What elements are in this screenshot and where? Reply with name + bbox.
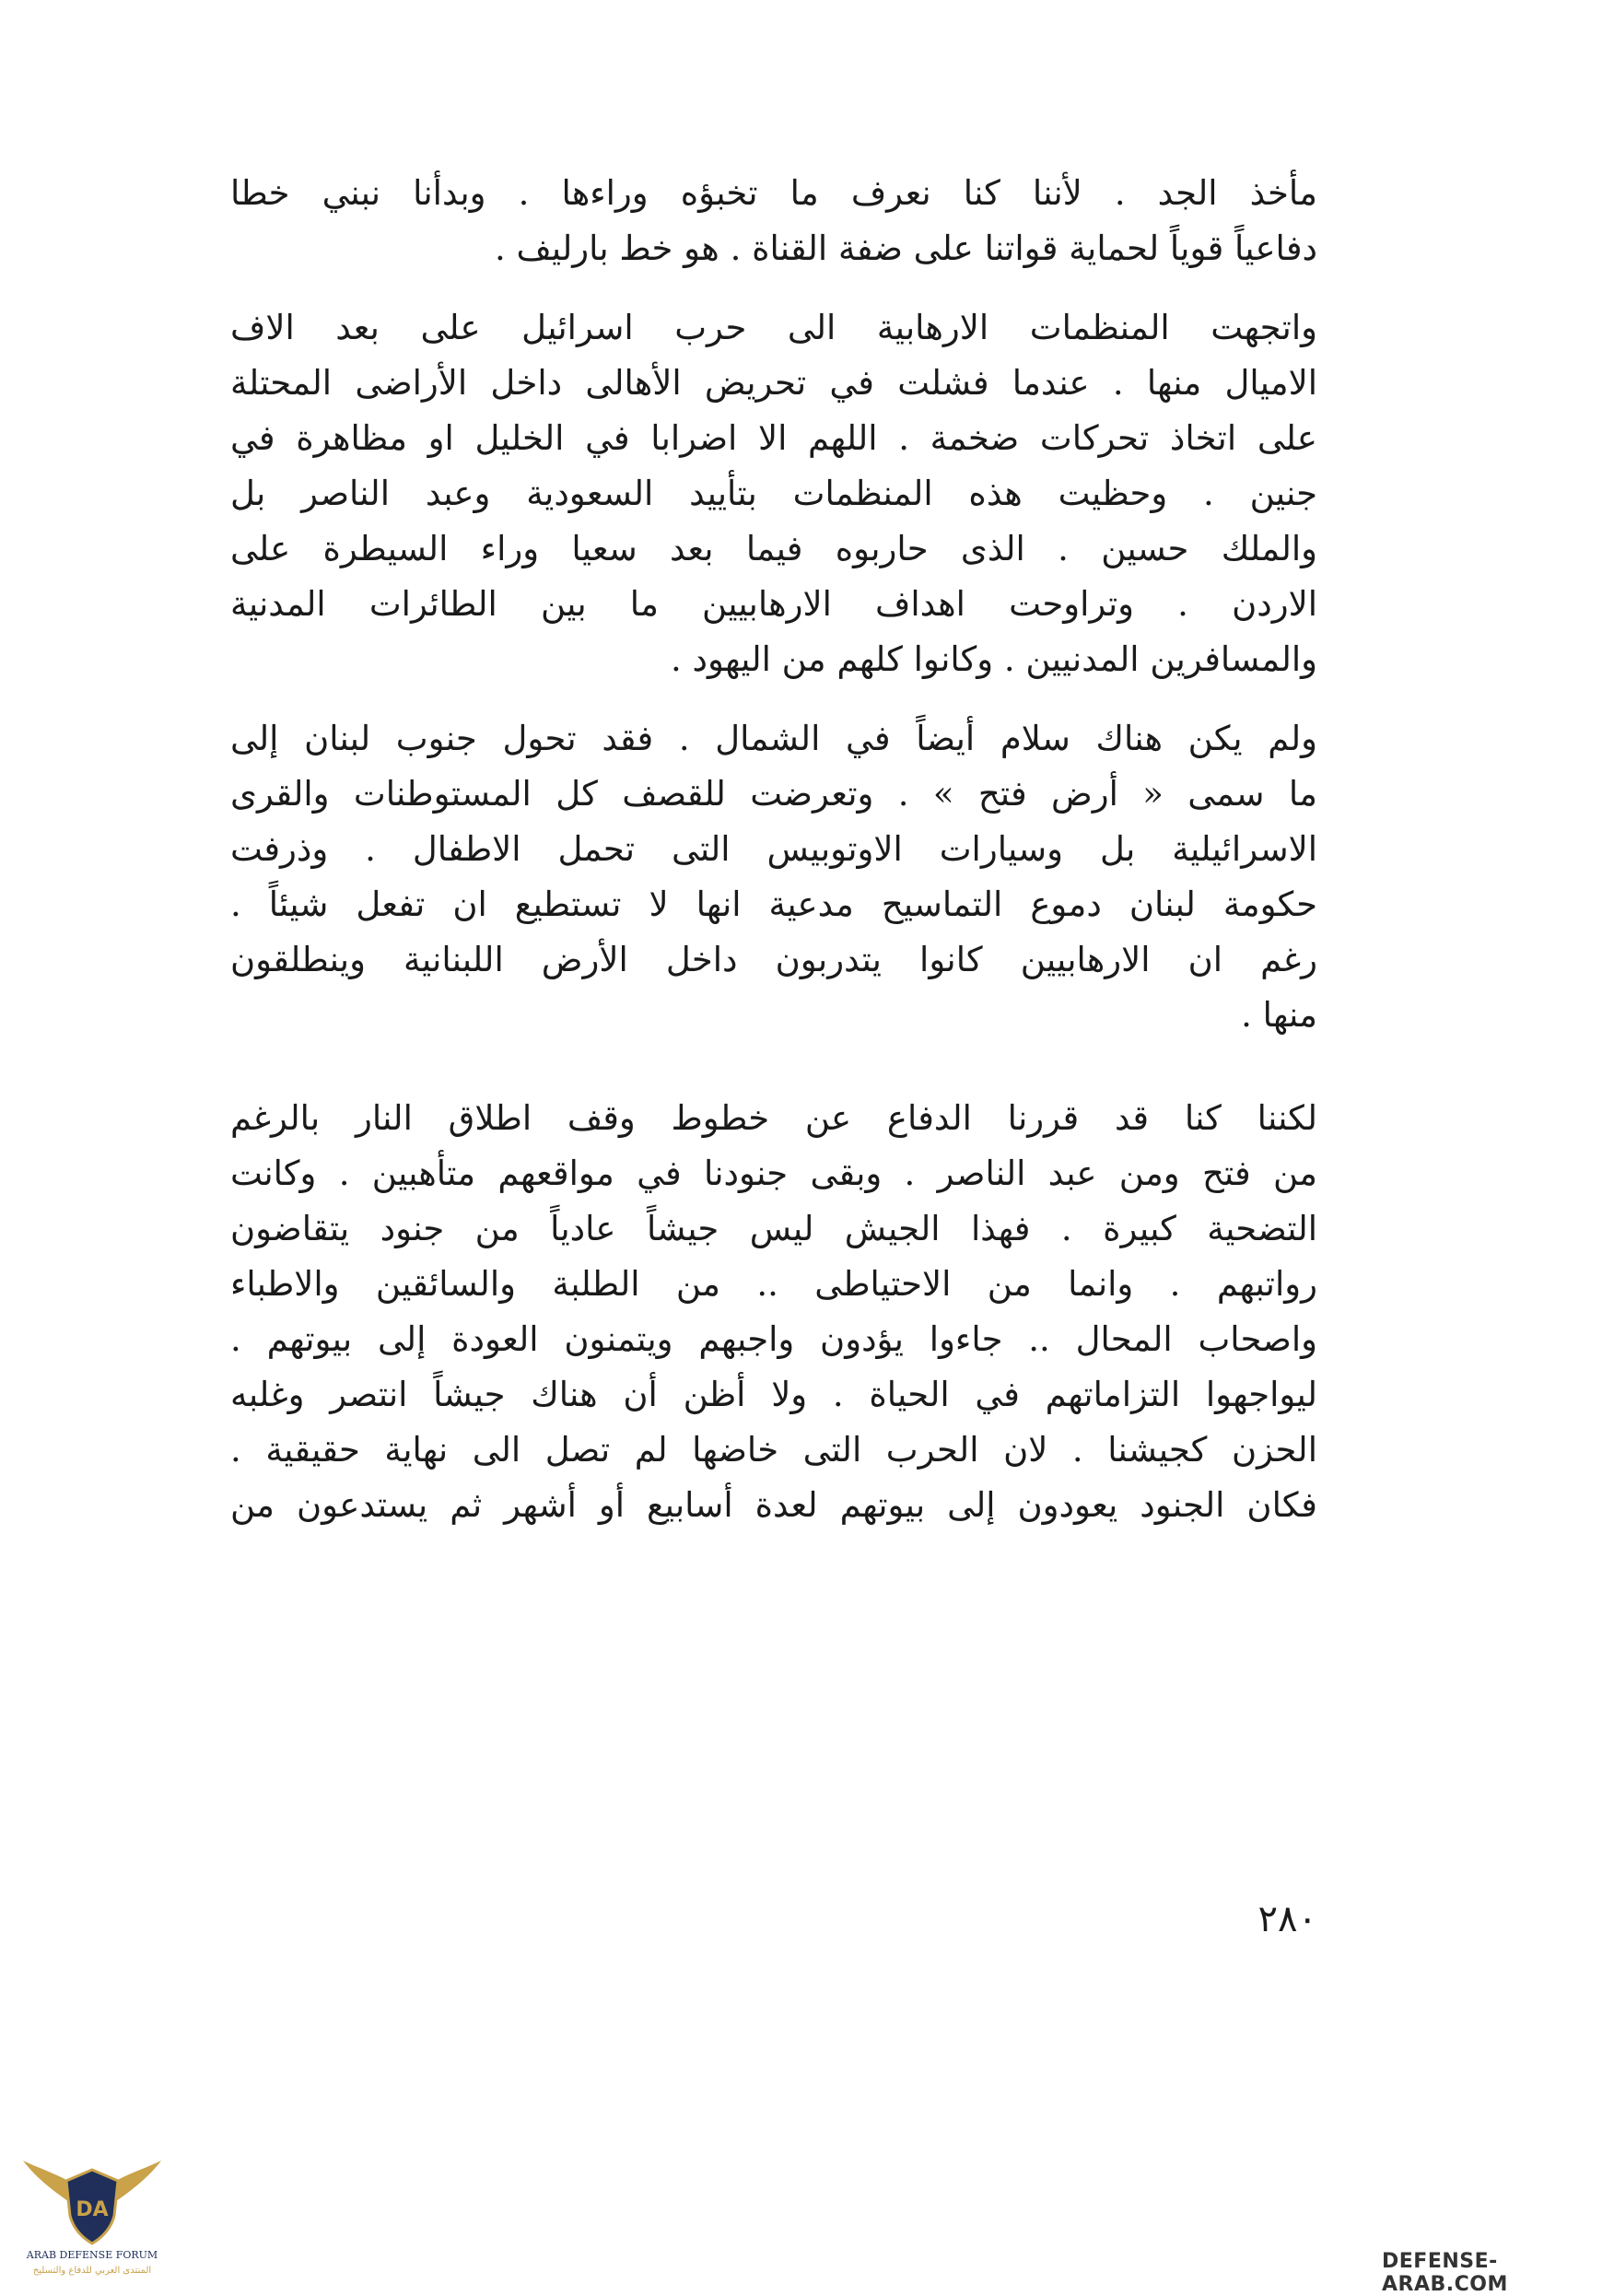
page-number: ٢٨٠ xyxy=(1257,1898,1317,1940)
text-line: واتجهت المنظمات الارهابية الى حرب اسرائيل على بعد الاف xyxy=(230,308,1317,347)
text-line: الاسرائيلية بل وسيارات الاوتوبيس التى تحمل الاطفال . وذرفت xyxy=(230,829,1317,869)
text-line: الاردن . وتراوحت اهداف الارهابيين ما بين الطائرات المدنية xyxy=(230,584,1317,624)
text-line: فكان الجنود يعودون إلى بيوتهم لعدة أسابيع أو أشهر ثم يستدعون من xyxy=(230,1485,1317,1525)
text-line: الحزن كجيشنا . لان الحرب التى خاضها لم تصل الى نهاية حقيقية . xyxy=(230,1430,1317,1470)
text-line: لكننا كنا قد قررنا الدفاع عن خطوط وقف اطلاق النار بالرغم xyxy=(230,1098,1317,1138)
paragraph-2 xyxy=(230,300,1317,687)
text-line: على اتخاذ تحركات ضخمة . اللهم الا اضرابا في الخليل او مظاهرة في xyxy=(230,418,1317,458)
text-line: حكومة لبنان دموع التماسيح مدعية انها لا تستطيع ان تفعل شيئاً . xyxy=(230,884,1317,924)
text-line: ولم يكن هناك سلام أيضاً في الشمال . فقد تحول جنوب لبنان إلى xyxy=(230,719,1317,758)
text-line: دفاعياً قوياً لحماية قواتنا على ضفة القناة . هو خط بارليف . xyxy=(494,228,1317,268)
text-line: منها . xyxy=(1241,995,1317,1035)
logo-name-ar: المنتدى العربي للدفاع والتسليح xyxy=(32,2266,152,2276)
text-line: رواتبهم . وانما من الاحتياطى .. من الطلبة والسائقين والاطباء xyxy=(230,1264,1317,1304)
text-line: ما سمى « أرض فتح » . وتعرضت للقصف كل المستوطنات والقرى xyxy=(230,774,1317,814)
text-line: رغم ان الارهابيين كانوا يتدربون داخل الأرض اللبنانية وينطلقون xyxy=(230,940,1317,979)
text-line: والمسافرين المدنيين . وكانوا كلهم من اليهود . xyxy=(670,639,1317,679)
paragraph-4 xyxy=(230,1091,1317,1533)
text-line: من فتح ومن عبد الناصر . وبقى جنودنا في مواقعهم متأهبين . وكانت xyxy=(230,1154,1317,1193)
page-body xyxy=(230,166,1317,1533)
logo-name-en: ARAB DEFENSE FORUM xyxy=(26,2249,158,2261)
arab-defense-forum-logo-icon xyxy=(18,2142,166,2280)
paragraph-3 xyxy=(230,711,1317,1043)
text-line: واصحاب المحال .. جاءوا يؤدون واجبهم ويتمنون العودة إلى بيوتهم . xyxy=(230,1319,1317,1359)
text-line: مأخذ الجد . لأننا كنا نعرف ما تخبؤه وراءها . وبدأنا نبني خطا xyxy=(230,173,1317,213)
logo-abbr: DA xyxy=(76,2198,109,2221)
text-line: ليواجهوا التزاماتهم في الحياة . ولا أظن أن هناك جيشاً انتصر وغلبه xyxy=(230,1375,1317,1414)
site-watermark: DEFENSE-ARAB.COM xyxy=(1382,2250,1508,2296)
text-line: الاميال منها . عندما فشلت في تحريض الأهالى داخل الأراضى المحتلة xyxy=(230,363,1317,403)
text-line: التضحية كبيرة . فهذا الجيش ليس جيشاً عادياً من جنود يتقاضون xyxy=(230,1209,1317,1248)
text-line: والملك حسين . الذى حاربوه فيما بعد سعيا وراء السيطرة على xyxy=(230,529,1317,568)
text-line: جنين . وحظيت هذه المنظمات بتأييد السعودية وعبد الناصر بل xyxy=(230,474,1317,513)
paragraph-1 xyxy=(230,166,1317,276)
